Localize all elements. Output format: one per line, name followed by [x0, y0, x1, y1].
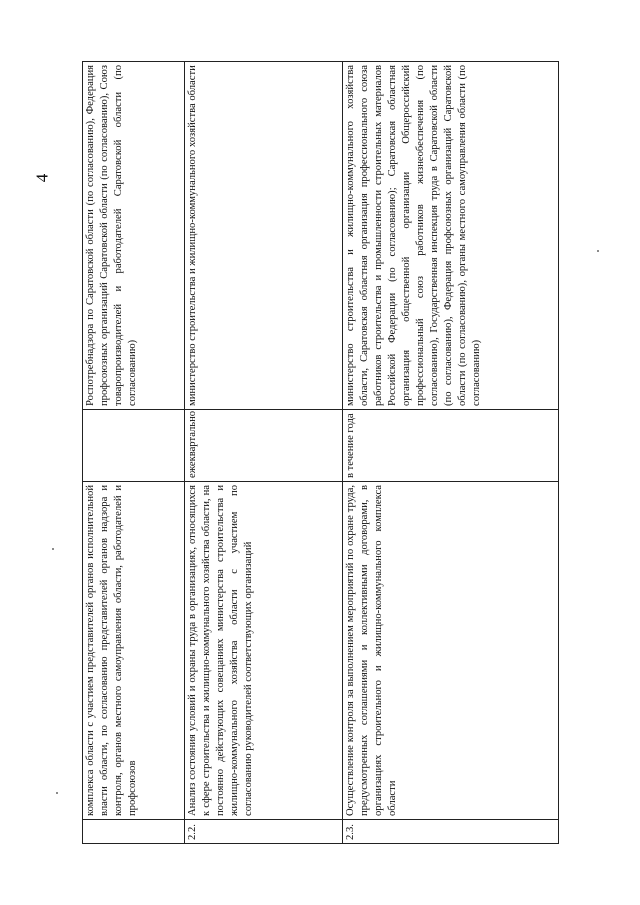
landscape-page	[82, 62, 558, 844]
rotated-page-frame	[82, 62, 558, 844]
executors-cell: министерство строительства и жилищно-коммунального хозяйства области, Саратовская областная организация профессионального союза работников строительства и промышленности строительных материалов Российской Федерации (по согласованию); Саратовская областная организация общественной организации Общероссийский профессиональный союз работников жизнеобеспечения (по согласованию), Государственная инспекция труда в Саратовской области (по согласованию), Федерация профсоюзных организаций Саратовской области (по согласованию), органы местного самоуправления области (по согласованию)	[343, 62, 559, 410]
deadline-cell: ежеквартально	[185, 410, 343, 482]
row-number: 2.3.	[343, 820, 559, 844]
event-cell: Осуществление контроля за выполнением мероприятий по охране труда, предусмотренных соглашениями и коллективными договорами, в организациях строительного и жилищно-коммунального комплекса области	[343, 482, 559, 820]
scan-speck	[52, 548, 54, 550]
deadline-cell: в течение года	[343, 410, 559, 482]
deadline-cell	[83, 410, 185, 482]
event-cell: Анализ состояния условий и охраны труда в организациях, относящихся к сфере строительства и жилищно-коммунального хозяйства области, на постоянно действующих совещаниях министерства строительства и жилищно-коммунального хозяйства области с участием по согласованию руководителей соответствующих организаций	[185, 482, 343, 820]
table-row	[185, 62, 343, 844]
executors-cell: министерство строительства и жилищно-коммунального хозяйства области	[185, 62, 343, 410]
row-number: 2.2.	[185, 820, 343, 844]
page-number: 4	[32, 173, 52, 183]
table-row	[83, 62, 185, 844]
table-row	[343, 62, 559, 844]
event-cell: комплекса области с участием представителей органов исполнительной власти области, по согласованию представителей органов надзора и контроля, органов местного самоуправления области, работодателей и профсоюзов	[83, 482, 185, 820]
scan-speck	[56, 792, 58, 794]
row-number	[83, 820, 185, 844]
measures-table	[82, 61, 559, 844]
scan-speck	[597, 250, 599, 252]
executors-cell: Роспотребнадзора по Саратовской области (по согласованию), Федерация профсоюзных организаций Саратовской области (по согласованию), Союз товаропроизводителей и работодателей Саратовской области (по согласованию)	[83, 62, 185, 410]
